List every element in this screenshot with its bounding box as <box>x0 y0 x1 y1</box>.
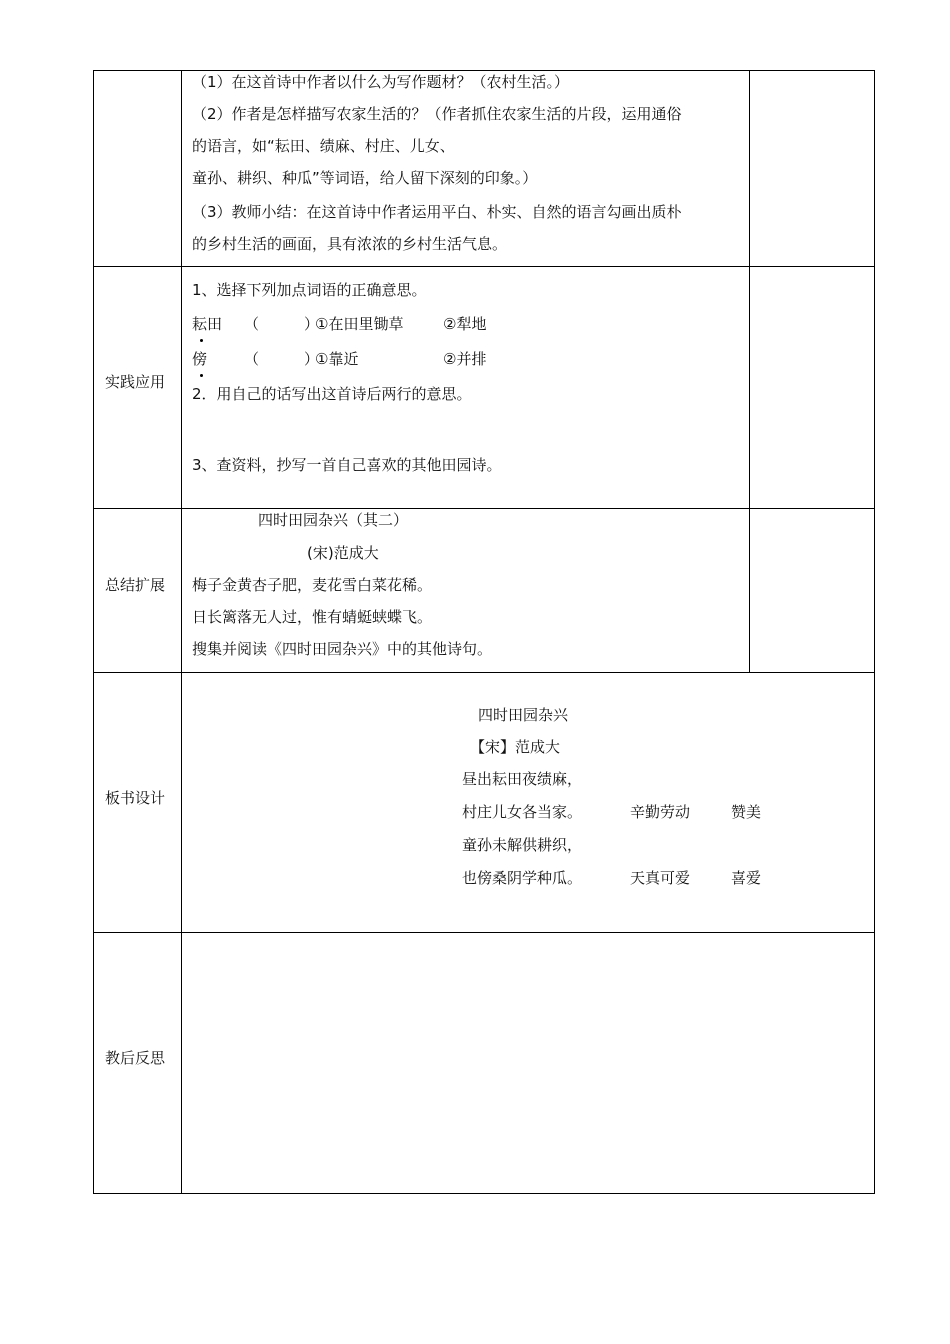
board-verse2-note2: 赞美 <box>731 803 762 821</box>
practice-word2-option1: ①靠近 <box>315 350 359 368</box>
row-divider <box>93 266 875 267</box>
practice-task3: 3、查资料，抄写一首自己喜欢的其他田园诗。 <box>192 456 502 474</box>
board-verse4-note2: 喜爱 <box>731 869 762 887</box>
board-author: 【宋】范成大 <box>470 738 561 756</box>
board-verse3: 童孙未解供耕织， <box>462 836 583 854</box>
analysis-q3-line2: 的乡村生活的画面，具有浓浓的乡村生活气息。 <box>192 235 508 253</box>
label-column-divider <box>181 70 182 1194</box>
analysis-q2-line1: （2）作者是怎样描写农家生活的？（作者抓住农家生活的片段，运用通俗 <box>192 105 682 123</box>
analysis-q2-line3: 童孙、耕织、种瓜”等词语，给人留下深刻的印象。） <box>192 169 538 187</box>
board-verse4: 也傍桑阴学种瓜。 <box>462 869 583 887</box>
table-border-top <box>93 70 875 71</box>
practice-word1-option2: ②犁地 <box>443 315 487 333</box>
board-verse2: 村庄儿女各当家。 <box>462 803 583 821</box>
practice-word2-option2: ②并排 <box>443 350 487 368</box>
summary-poem-line1: 梅子金黄杏子肥，麦花雪白菜花稀。 <box>192 576 433 594</box>
analysis-q1: （1）在这首诗中作者以什么为写作题材？（农村生活。） <box>192 73 570 91</box>
emphasis-dot <box>200 374 203 377</box>
row-divider <box>93 508 875 509</box>
practice-word1-option1: ①在田里锄草 <box>315 315 404 333</box>
practice-word1: 耘田 <box>192 315 223 333</box>
emphasis-dot <box>200 339 203 342</box>
table-border-right <box>874 70 875 1194</box>
reflection-label: 教后反思 <box>105 1049 166 1067</box>
summary-poem-line2: 日长篱落无人过，惟有蜻蜓蛱蝶飞。 <box>192 608 433 626</box>
practice-word2: 傍 <box>192 350 208 368</box>
notes-column-divider <box>749 70 750 673</box>
board-title: 四时田园杂兴 <box>478 706 569 724</box>
practice-task2: 2．用自己的话写出这首诗后两行的意思。 <box>192 385 472 403</box>
board-verse4-note1: 天真可爱 <box>630 869 691 887</box>
board-label: 板书设计 <box>105 789 166 807</box>
board-verse2-note1: 辛勤劳动 <box>630 803 691 821</box>
summary-poem-author: (宋)范成大 <box>307 544 379 562</box>
summary-label: 总结扩展 <box>105 576 166 594</box>
row-divider <box>93 932 875 933</box>
board-verse1: 昼出耘田夜绩麻， <box>462 770 583 788</box>
practice-word1-blank: （ ） <box>244 315 320 333</box>
analysis-q3-line1: （3）教师小结：在这首诗中作者运用平白、朴实、自然的语言勾画出质朴 <box>192 203 682 221</box>
practice-task1: 1、选择下列加点词语的正确意思。 <box>192 281 427 299</box>
table-border-bottom <box>93 1193 875 1194</box>
summary-extension: 搜集并阅读《四时田园杂兴》中的其他诗句。 <box>192 640 493 658</box>
practice-label: 实践应用 <box>105 373 166 391</box>
table-border-left <box>93 70 94 1194</box>
analysis-q2-line2: 的语言，如“耘田、绩麻、村庄、儿女、 <box>192 137 455 155</box>
summary-poem-title: 四时田园杂兴（其二） <box>258 511 409 529</box>
practice-word2-blank: （ ） <box>244 350 320 368</box>
row-divider <box>93 672 875 673</box>
